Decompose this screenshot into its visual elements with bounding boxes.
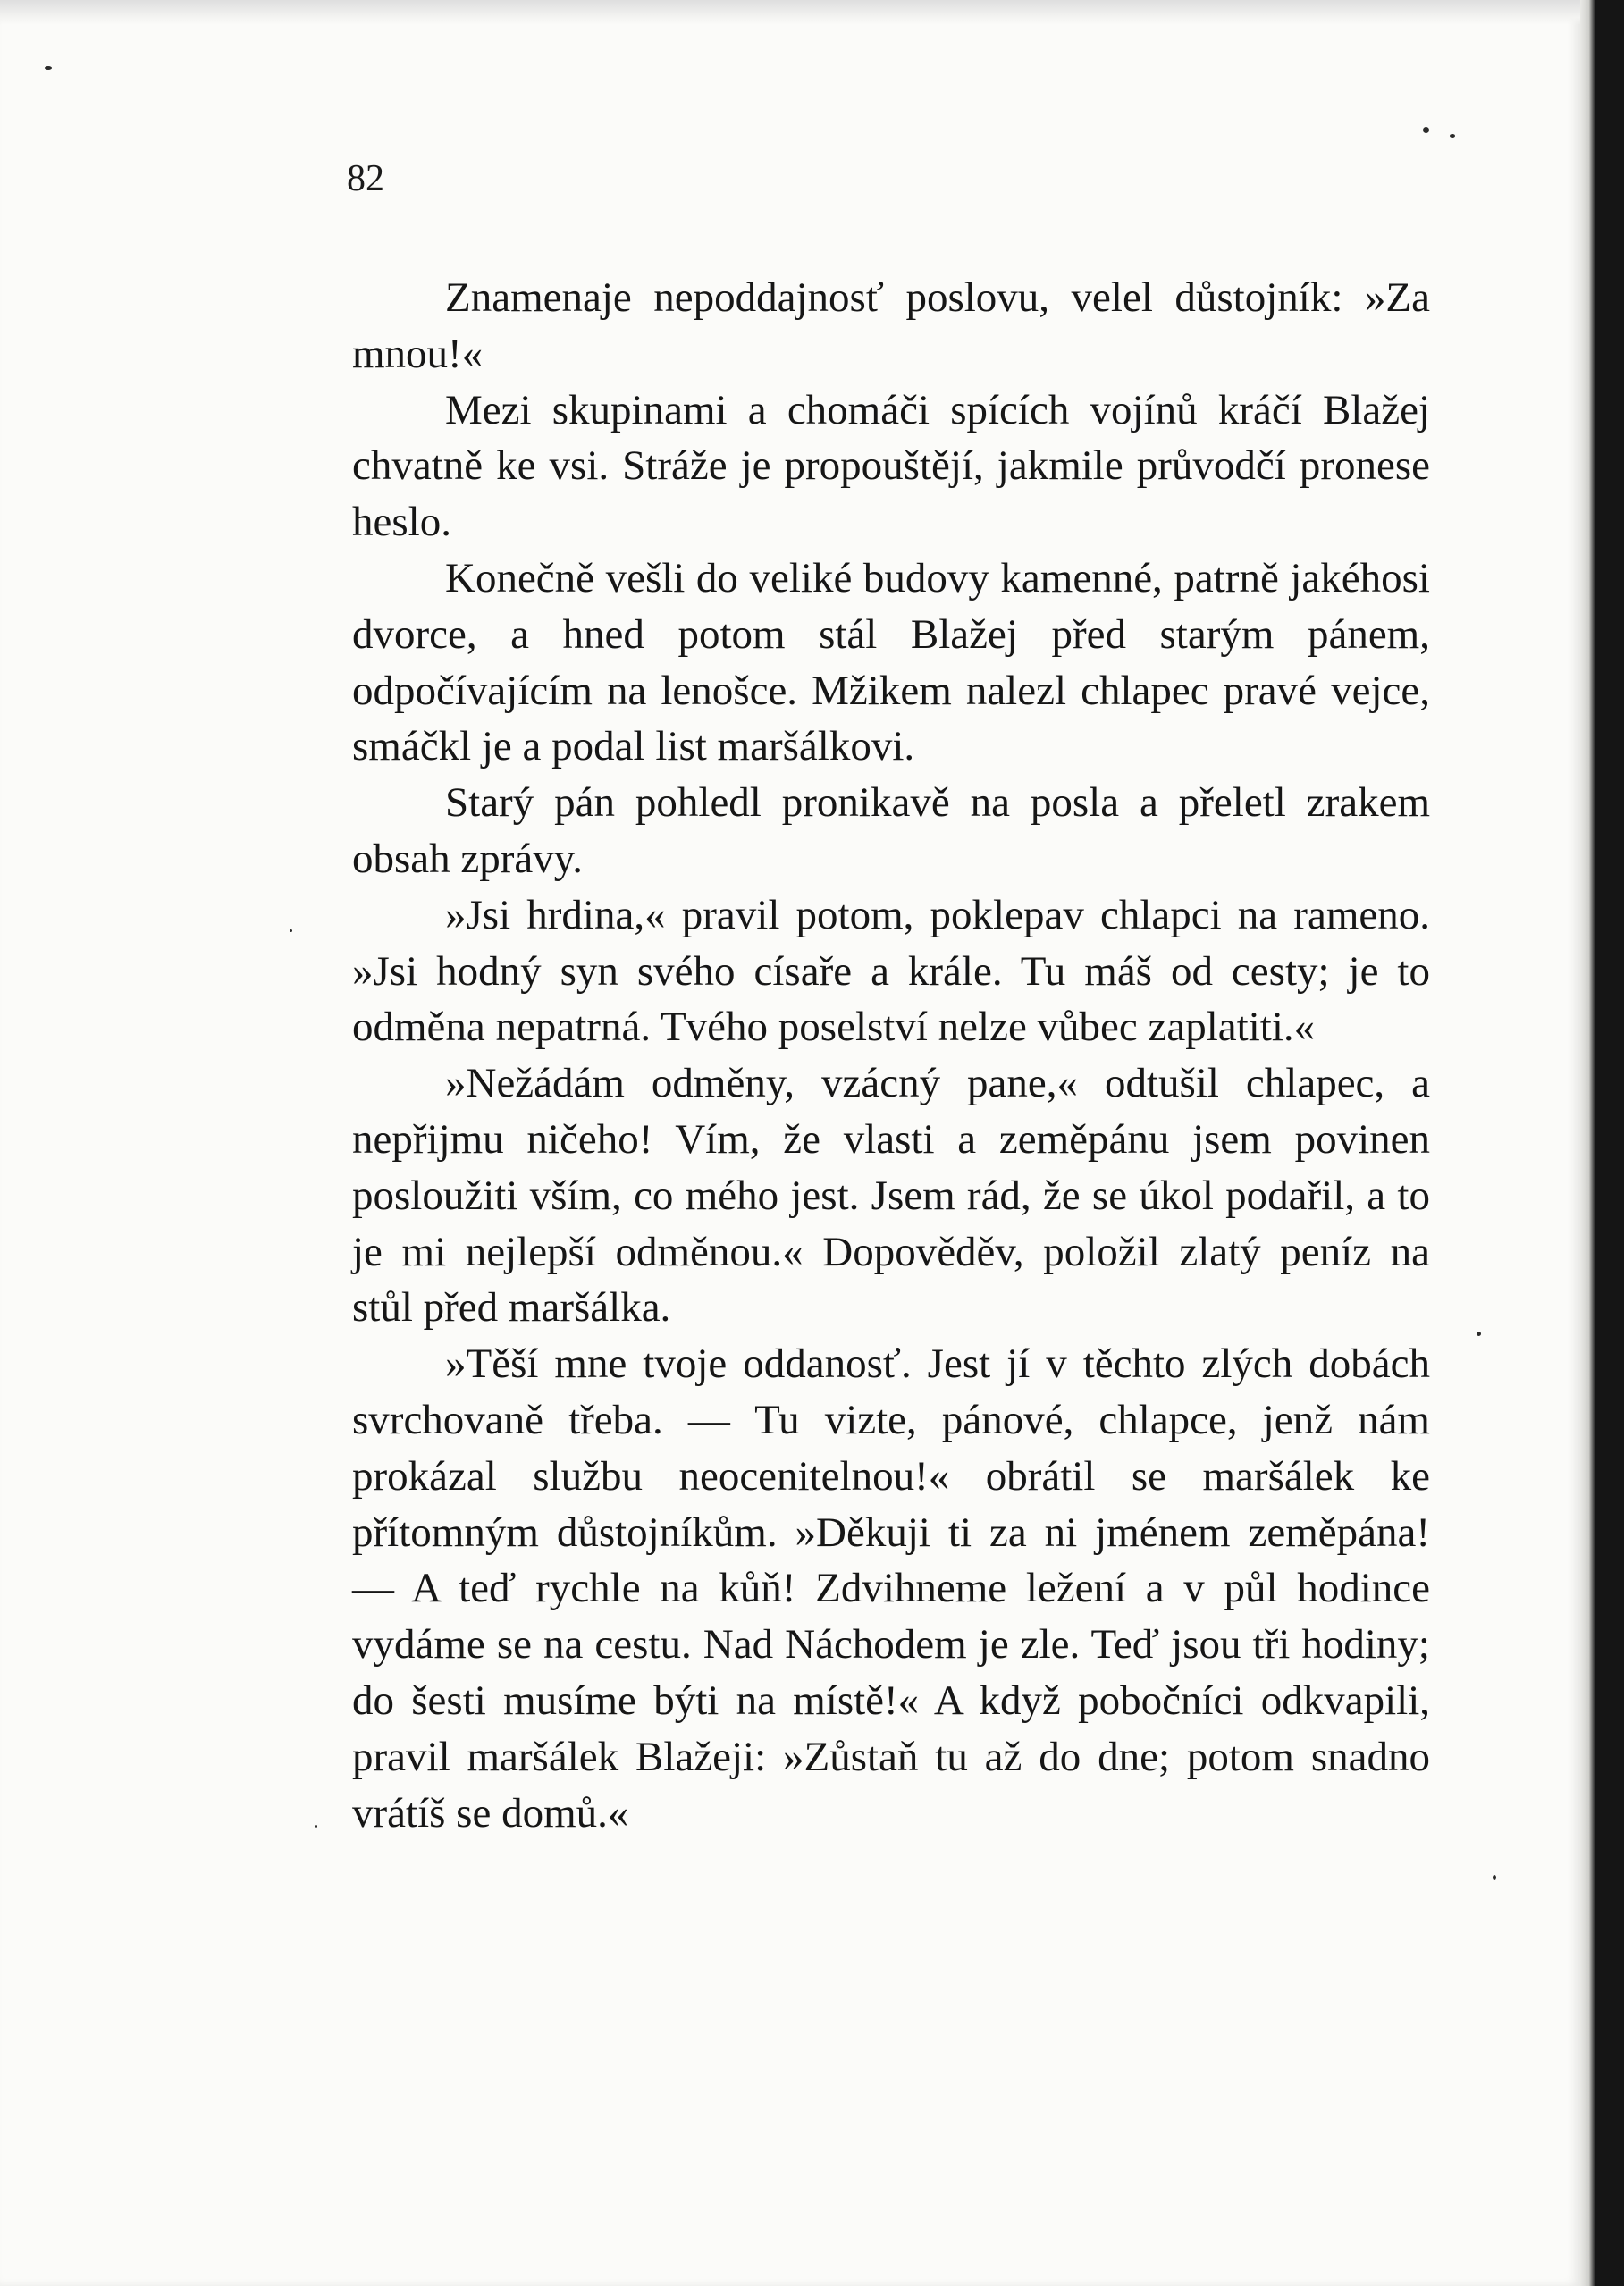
paragraph-6: »Nežádám odměny, vzácný pane,« odtušil chlapec, a nepřijmu ničeho! Vím, že vlasti a zeměpánu jsem povinen posloužiti vším, co mého jest. Jsem rád, že se úkol podařil, a to je mi nejlepší odměnou.« Dopověděv, položil zlatý peníz na stůl před maršálka. <box>352 1060 1430 1332</box>
paragraph-7: »Těší mne tvoje oddanosť. Jest jí v těchto zlých dobách svrchovaně třeba. — Tu vizte, pánové, chlapce, jenž nám prokázal službu neocenitelnou!« obrátil se maršálek ke přítomným důstojníkům. »Děkuji ti za ni jménem zeměpána! — A teď rychle na kůň! Zdvihneme ležení a v půl hodince vydáme se na cestu. Nad Náchodem je zle. Teď jsou tři hodiny; do šesti musíme býti na místě!« A když pobočníci odkvapili, pravil maršálek Blažeji: »Zůstaň tu až do dne; potom snadno vrátíš se domů.« <box>352 1341 1430 1836</box>
page-top-shadow <box>0 0 1595 25</box>
scan-speck <box>1493 1875 1496 1880</box>
paragraph-1: Znamenaje nepoddajnosť poslovu, velel důstojník: »Za mnou!« <box>352 274 1430 377</box>
page-number: 82 <box>347 158 384 199</box>
paragraph-2: Mezi skupinami a chomáči spících vojínů kráčí Blažej chvatně ke vsi. Stráže je propouštějí, jakmile průvodčí pronese heslo. <box>352 386 1430 546</box>
scan-speck <box>1423 127 1429 133</box>
scan-speck <box>1450 134 1455 138</box>
scan-speck <box>315 1825 317 1828</box>
page-right-edge <box>1580 0 1595 2286</box>
paragraph-3: Konečně vešli do veliké budovy kamenné, patrně jakéhosi dvorce, a hned potom stál Blažej před starým pánem, odpočívajícím na lenošce. Mžikem nalezl chlapec pravé vejce, smáčkl je a podal list maršálkovi. <box>352 554 1430 770</box>
scan-speck <box>1477 1332 1481 1336</box>
scan-speck <box>290 929 292 932</box>
body-text <box>352 270 1430 1841</box>
paragraph-4: Starý pán pohledl pronikavě na posla a přeletl zrakem obsah zprávy. <box>352 779 1430 882</box>
paragraph-5: »Jsi hrdina,« pravil potom, poklepav chlapci na rameno. »Jsi hodný syn svého císaře a krále. Tu máš od cesty; je to odměna nepatrná. Tvého poselství nelze vůbec zaplatiti.« <box>352 891 1430 1051</box>
scan-speck <box>45 66 52 70</box>
